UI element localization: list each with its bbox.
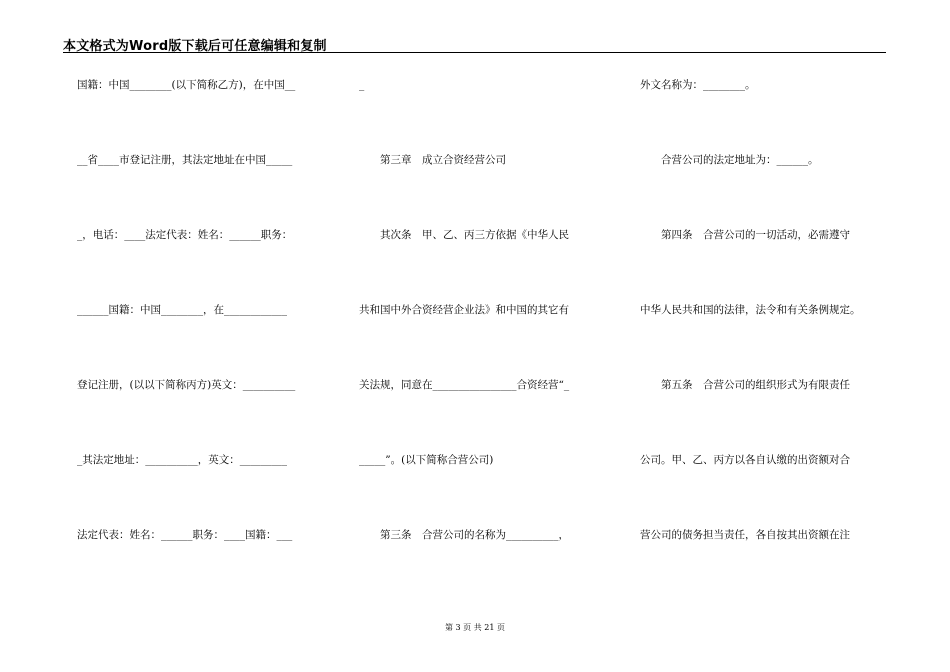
text-line: 共和国中外合资经营企业法》和中国的其它有	[359, 304, 569, 316]
text-line: _其法定地址：__________，英文：_________	[77, 454, 287, 466]
text-line: 第四条 合营公司的一切活动，必需遵守	[640, 229, 850, 241]
text-line: 公司。甲、乙、丙方以各自认缴的出资额对合	[640, 454, 850, 466]
text-line: 法定代表：姓名：______职务：____国籍：___	[77, 529, 293, 541]
text-line: 登记注册，(以以下简称丙方)英文：__________	[77, 379, 296, 391]
text-line: 第五条 合营公司的组织形式为有限责任	[640, 379, 850, 391]
text-line: 第三条 合营公司的名称为__________，	[359, 529, 569, 541]
text-line: _，电话：____法定代表：姓名：______职务：	[77, 229, 293, 241]
text-line: 营公司的债务担当责任，各自按其出资额在注	[640, 529, 850, 541]
page-number: 第 3 页 共 21 页	[445, 623, 505, 632]
text-line: 中华人民共和国的法律，法令和有关条例规定。	[640, 304, 861, 316]
text-line: 关法规，同意在________________合资经营“_	[359, 379, 570, 391]
text-line: 其次条 甲、乙、丙三方依据《中华人民	[359, 229, 569, 241]
text-line: __省____市登记注册，其法定地址在中国_____	[77, 154, 293, 166]
text-line: 第三章 成立合资经营公司	[359, 154, 506, 166]
text-line: 外文名称为：________。	[640, 79, 756, 91]
text-line: 国籍：中国________(以下简称乙方)，在中国__	[77, 79, 296, 91]
page-header	[63, 36, 886, 53]
text-line: _____”。(以下简称合营公司)	[359, 454, 494, 466]
text-line: ______国籍：中国________，在____________	[77, 304, 287, 316]
header-title: 本文格式为Word版下载后可任意编辑和复制	[63, 39, 327, 54]
text-line: _	[359, 79, 365, 91]
text-line: 合营公司的法定地址为：______。	[640, 154, 819, 166]
